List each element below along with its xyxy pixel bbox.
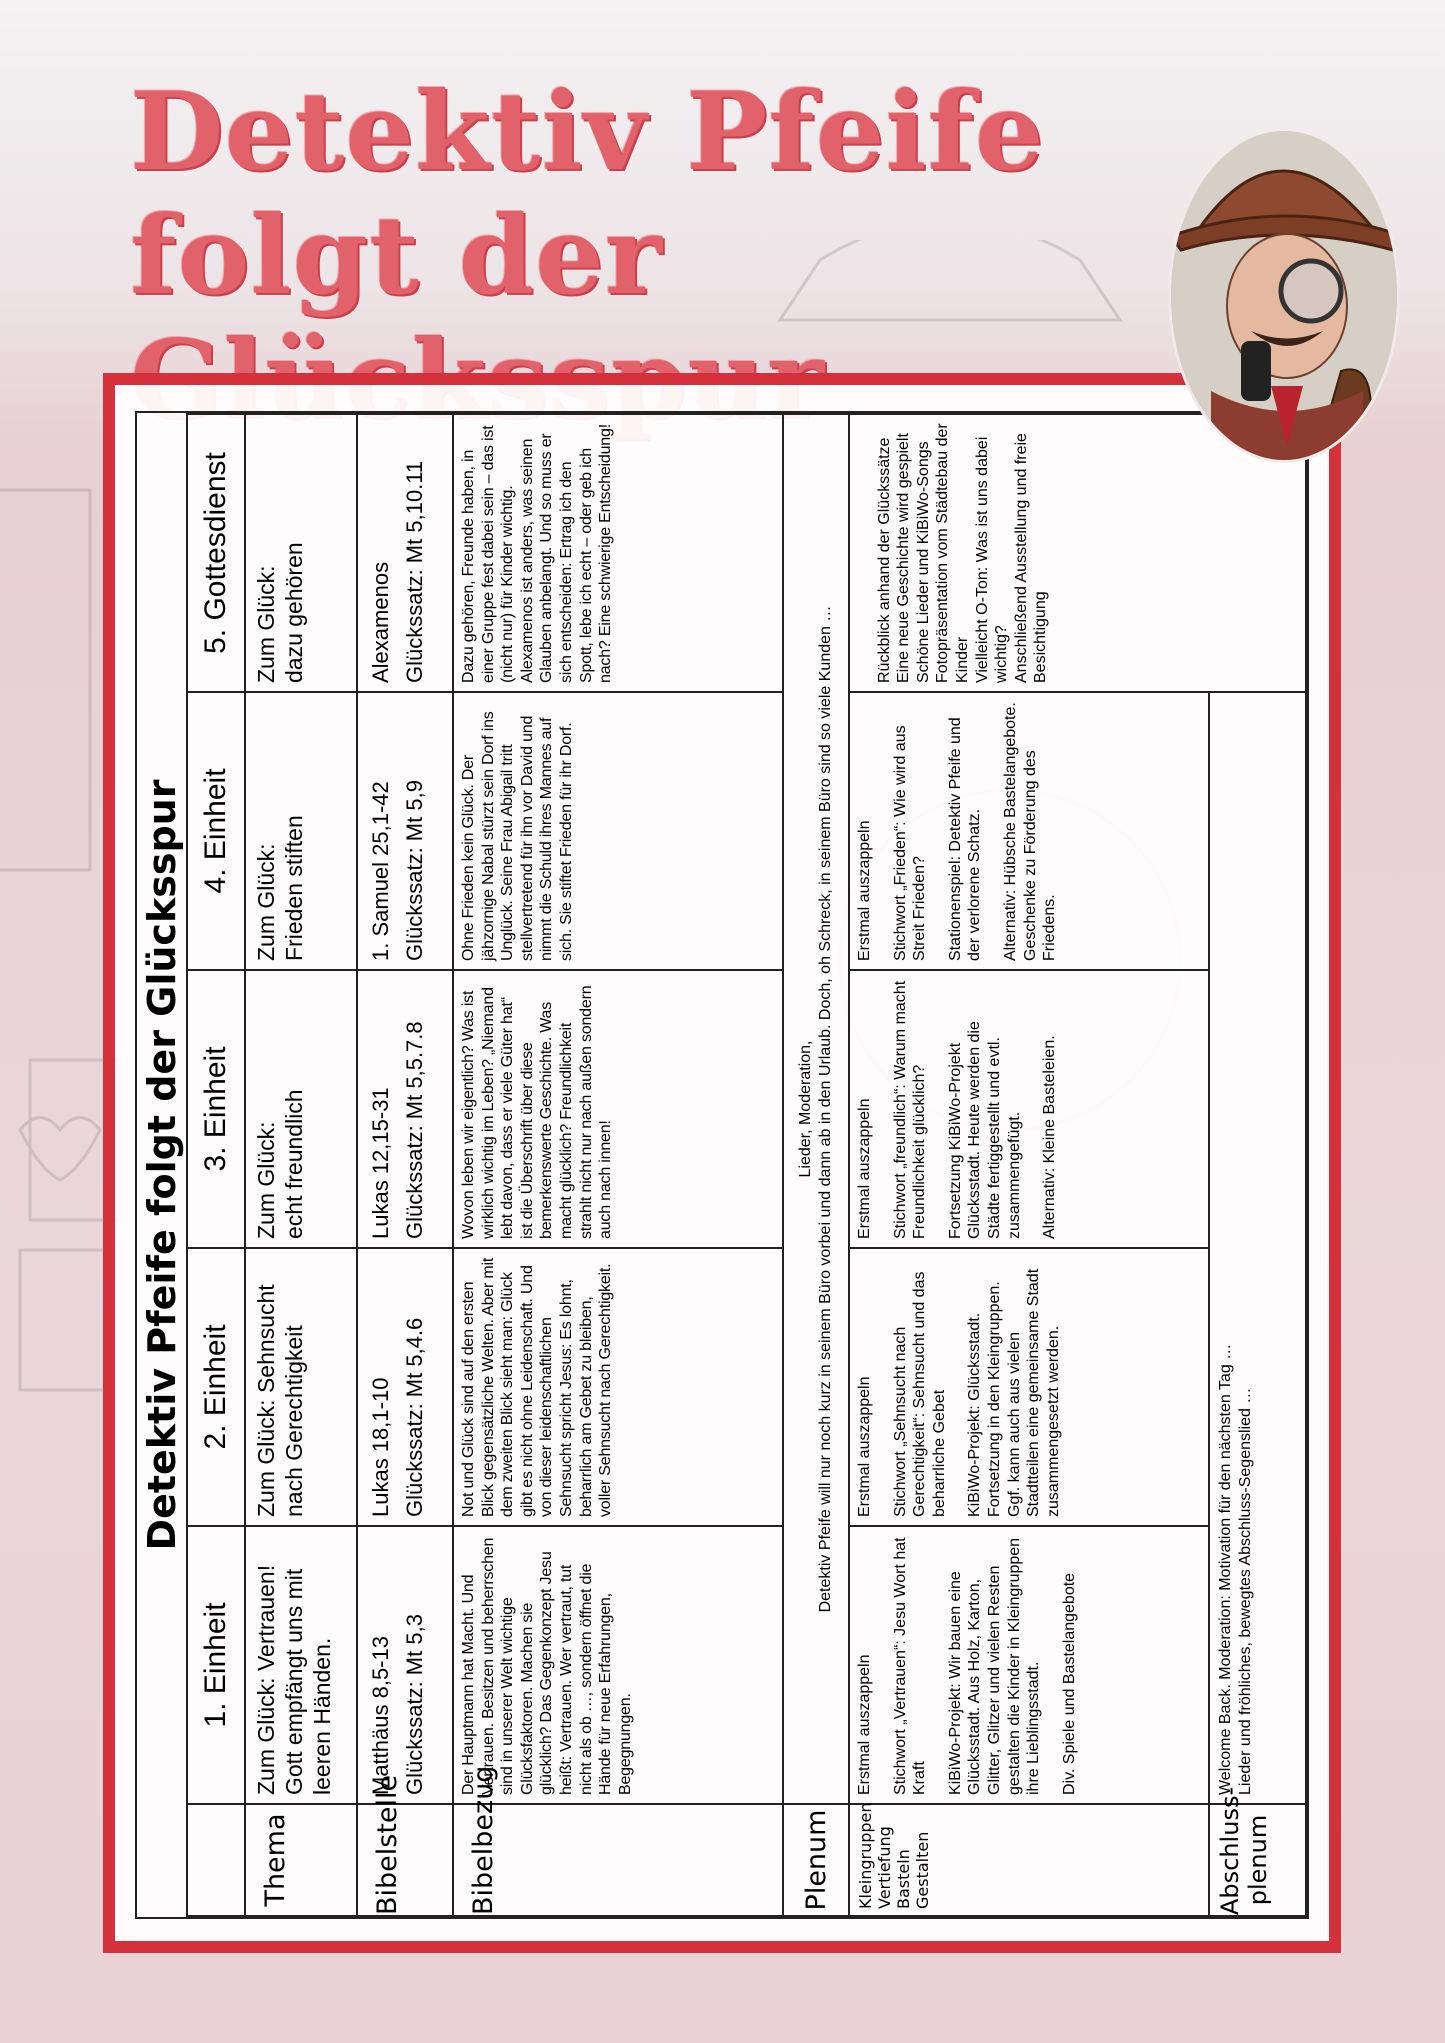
bible-reference: Lukas 12,15-31 xyxy=(368,1087,393,1239)
row-label-line: plenum xyxy=(1244,1814,1272,1906)
bibelstelle-cell xyxy=(357,1526,453,1804)
activity-text: Stichwort „Sehnsucht nach Gerechtigkeit“: Sehnsucht und das beharrliche Gebet xyxy=(891,1271,948,1517)
activity-text: Stationenspiel: Detektiv Pfeife und der verlorene Schatz. xyxy=(946,717,984,961)
activity-text: Erstmal auszappeln xyxy=(856,1654,873,1795)
glueckssatz: Glückssatz: Mt 5,10.11 xyxy=(402,460,427,683)
row-label-plenum: Plenum xyxy=(783,1804,849,1916)
thema-text: Gott empfängt uns mit leeren Händen. xyxy=(281,1568,335,1795)
glueckssatz: Glückssatz: Mt 5,5.7.8 xyxy=(402,1021,427,1239)
row-bibelstelle xyxy=(357,414,453,1916)
activity-text: Erstmal auszappeln xyxy=(856,1376,873,1517)
row-label-thema: Thema xyxy=(245,1804,357,1916)
thema-text: Zum Glück: xyxy=(253,1121,279,1239)
row-label-abschluss xyxy=(1209,1786,1306,1916)
abschluss-cell xyxy=(1209,692,1306,1804)
activity-text: Div. Spiele und Bastelangebote xyxy=(1060,1572,1078,1795)
bibelstelle-cell xyxy=(357,970,453,1248)
bible-reference: Lukas 18,1-10 xyxy=(368,1377,393,1517)
thema-text: Zum Glück: xyxy=(253,565,279,683)
column-header: 1. Einheit xyxy=(187,1526,245,1804)
column-header: 3. Einheit xyxy=(187,970,245,1248)
column-header: 2. Einheit xyxy=(187,1248,245,1526)
schedule-table-rotated xyxy=(135,411,1309,1919)
bibelstelle-cell xyxy=(357,692,453,970)
activity-text: Stichwort „freundlich“: Warum macht Freundlichkeit glücklich? xyxy=(891,980,929,1239)
row-label-line: Basteln xyxy=(894,1849,913,1909)
thema-text: echt freundlich xyxy=(281,1089,307,1239)
thema-text: Frieden stiften xyxy=(281,815,307,961)
bibelbezug-text: Dazu gehören, Freunde haben, in einer Gruppe fest dabei sein – das ist (nicht nur) für Kinder wichtig. Alexamenos ist anders, was seinen Glauben anbelangt. Und so muss er sich entscheiden: Ertrag ich den Spott, lebe ich echt – oder geb ich nach? Eine schwierige Entscheidung! xyxy=(460,424,615,683)
bibelbezug-text: Der Hauptmann hat Macht. Und Vertrauen. Besitzen und beherrschen sind in unserer Welt wichtige Glücksfaktoren. Machen sie glücklich? Das Gegenkonzept Jesu heißt: Vertrauen. Wer vertraut, tut nicht als ob …, sondern öffnet die Hände für neue Erfahrungen, Begegnungen. xyxy=(460,1537,634,1795)
corner-cell xyxy=(187,1804,245,1916)
thema-cell xyxy=(245,414,357,692)
row-kleingruppen xyxy=(849,414,1209,1916)
glueckssatz: Glückssatz: Mt 5,9 xyxy=(402,780,427,961)
row-label-bibelstelle: Bibelstelle xyxy=(357,1804,453,1916)
column-header: 4. Einheit xyxy=(187,692,245,970)
glueckssatz: Glückssatz: Mt 5,3 xyxy=(402,1614,427,1795)
bibelstelle-cell xyxy=(357,1248,453,1526)
glueckssatz: Glückssatz: Mt 5,4.6 xyxy=(402,1317,427,1517)
bibelstelle-cell xyxy=(357,414,453,692)
bibelbezug-text: Wovon leben wir eigentlich? Was ist wirklich wichtig im Leben? „Niemand lebt davon, dass er viele Güter hat“ ist die Überschrift über diese bemerkenswerte Geschichte. Was macht glücklich? Freundlichkeit strahlt nicht nur nach außen sondern auch nach innen! xyxy=(460,985,615,1239)
bibelbezug-text: Ohne Frieden kein Glück. Der jähzornige Nabal stürzt sein Dorf ins Unglück. Seine Frau Abigail tritt stellvertretend für ihn vor David und nimmt die Schuld ihres Mannes auf sich. Sie stiftet Frieden für ihr Dorf. xyxy=(460,711,575,961)
row-label-line: Abschluss- xyxy=(1216,1786,1244,1915)
bible-reference: Alexamenos xyxy=(368,561,393,683)
bible-reference: 1. Samuel 25,1-42 xyxy=(368,781,393,961)
thema-cell xyxy=(245,970,357,1248)
gottesdienst-program: Rückblick anhand der Glückssätze Eine neue Geschichte wird gespielt Schöne Lieder und KiBiWo-Songs Fotopräsentation vom Städtebau der Kinder Vielleicht O-Ton: Was ist uns dabei wichtig? Anschließend Ausstellung und freie Besichtigung xyxy=(875,423,1050,683)
abschluss-line: Lieder und fröhliches, bewegtes Abschluss-Segenslied … xyxy=(1237,1387,1254,1795)
schedule-table xyxy=(137,413,1307,1917)
activity-text: Stichwort „Frieden“: Wie wird aus Streit Frieden? xyxy=(891,725,929,961)
detective-illustration xyxy=(1168,128,1400,463)
page-title: Detektiv Pfeife folgt der xyxy=(130,69,1045,319)
plenum-cell xyxy=(783,414,849,1804)
bibelbezug-text: Not und Glück sind auf den ersten Blick gegensätzliche Welten. Aber mit dem zweiten Blick sieht man: Glück gibt es nicht ohne Leidenschaft. Und von dieser leidenschaftlichen Sehnsucht spricht Jesus: Es lohnt, beharrlich am Gebet zu bleiben, voller Sehnsucht nach Gerechtigkeit. xyxy=(460,1257,615,1517)
activity-text: KiBiWo-Projekt: Wir bauen eine Glücksstadt. Aus Holz, Karton, Glitter, Glitzer und vielen Resten gestalten die Kinder in Kleingruppen ihre Lieblingsstadt. xyxy=(946,1537,1043,1795)
activity-text: Alternativ: Hübsche Bastelangebote. Geschenke zu Förderung des Friedens. xyxy=(1001,702,1059,961)
column-header: 5. Gottesdienst xyxy=(187,414,245,692)
thema-cell xyxy=(245,1526,357,1804)
thema-cell xyxy=(245,1248,357,1526)
table-title: Detektiv Pfeife folgt der Glücksspur xyxy=(137,414,187,1916)
activity-text: Fortsetzung KiBiWo-Projekt Glücksstadt. Heute werden die Städte fertiggestellt und evtl. zusammengefügt. xyxy=(946,1021,1023,1239)
thema-text: dazu gehören xyxy=(281,542,307,683)
row-thema xyxy=(245,414,357,1916)
activity-text: Erstmal auszappeln xyxy=(856,1098,873,1239)
plenum-line: Detektiv Pfeife will nur noch kurz in seinem Büro vorbei und dann ab in den Urlaub. Doch, oh Schreck, in seinem Büro sind so viele Kunden … xyxy=(817,605,834,1613)
activity-text: Stichwort „Vertrauen“: Jesu Wort hat Kraft xyxy=(891,1537,929,1795)
row-plenum xyxy=(783,414,849,1916)
thema-text: Zum Glück: xyxy=(253,843,279,961)
row-label-line: Gestalten xyxy=(913,1831,932,1909)
row-bibelbezug xyxy=(453,414,783,1916)
plenum-line: Lieder, Moderation, xyxy=(797,1040,814,1178)
activity-text: Alternativ: Kleine Basteleien. xyxy=(1041,1035,1059,1239)
bible-reference: Matthäus 8,5-13 xyxy=(368,1636,393,1795)
schedule-frame xyxy=(103,373,1341,1953)
thema-text: Zum Glück: Sehnsucht nach Gerechtigkeit xyxy=(253,1284,307,1517)
activity-text: Erstmal auszappeln xyxy=(856,820,873,961)
row-label-bibelbezug: Bibelbezug xyxy=(453,1804,783,1916)
row-label-kleingruppen xyxy=(849,1804,1209,1916)
row-label-line: Kleingruppen xyxy=(856,1802,875,1909)
thema-cell xyxy=(245,692,357,970)
thema-text: Zum Glück: Vertrauen! xyxy=(253,1564,279,1795)
row-label-line: Vertiefung xyxy=(875,1826,894,1909)
activity-text: KiBiWo-Projekt: Glücksstadt. Fortsetzung in den Kleingruppen. Ggf. kann auch aus vielen Stadtteilen eine gemeinsame Stadt zusammengesetzt werden. xyxy=(966,1268,1062,1517)
abschluss-line: Welcome Back. Moderation: Motivation für den nächsten Tag … xyxy=(1217,1343,1234,1795)
